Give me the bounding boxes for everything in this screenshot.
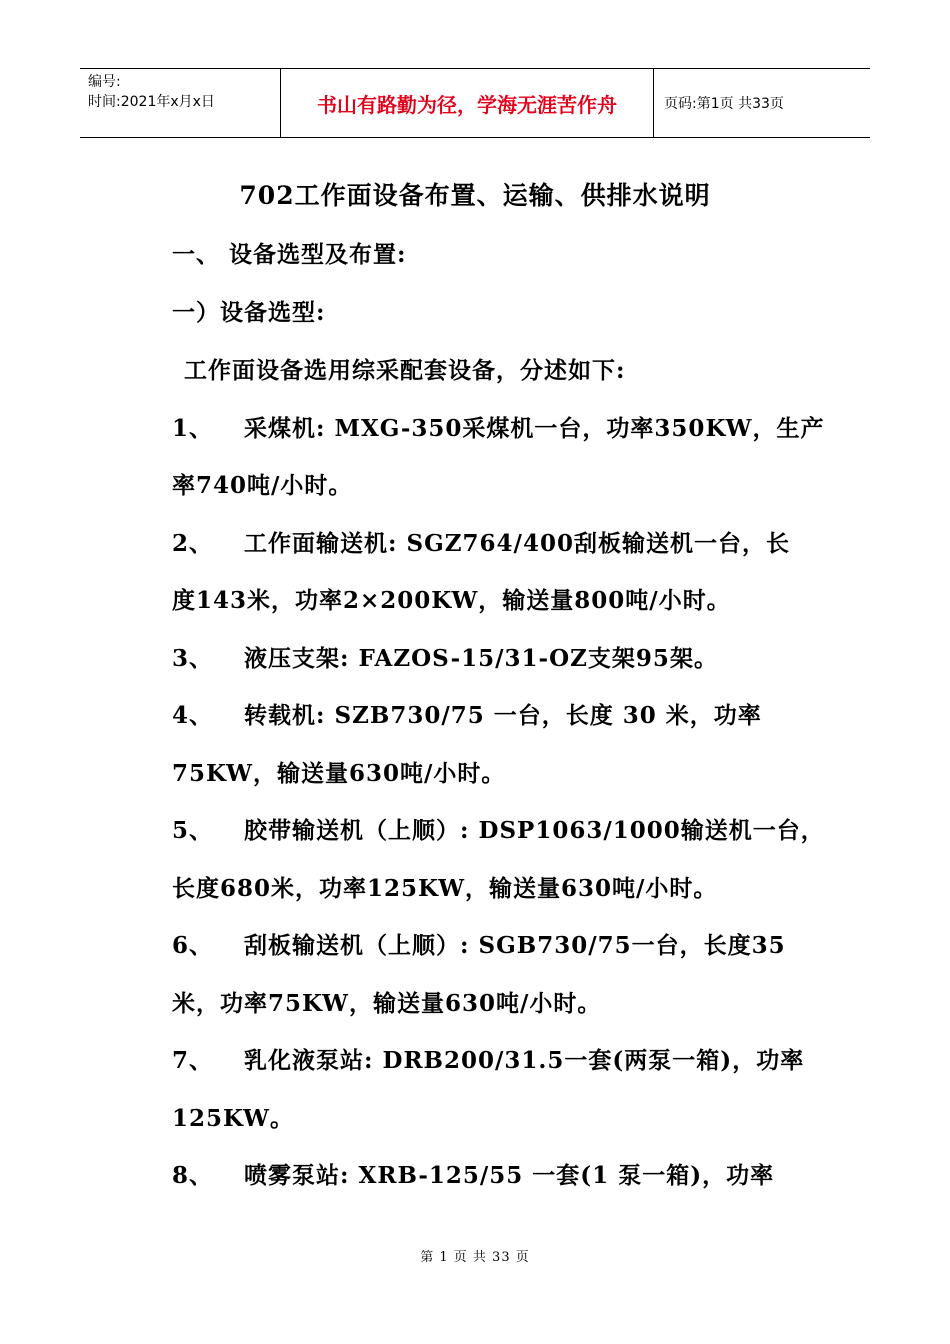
item-number: 1、	[172, 415, 214, 442]
subsection-heading: 一）设备选型:	[172, 299, 326, 326]
item-number: 7、	[172, 1047, 214, 1074]
item-number: 8、	[172, 1162, 214, 1189]
list-item	[172, 927, 786, 960]
item-text: 采煤机: MXG-350采煤机一台，功率350KW，生产	[244, 415, 825, 442]
header-meta	[80, 69, 280, 137]
item-text: 刮板输送机（上顺）: SGB730/75一台，长度35	[244, 932, 786, 959]
item-number: 2、	[172, 530, 214, 557]
number-label: 编号:	[88, 74, 121, 90]
list-item	[172, 640, 718, 673]
item-text: 转载机: SZB730/75 一台，长度 30 米，功率	[244, 702, 762, 729]
item-text: 工作面输送机: SGZ764/400刮板输送机一台，长	[244, 530, 790, 557]
list-item	[172, 1042, 804, 1075]
item-number: 4、	[172, 702, 214, 729]
list-item	[172, 812, 825, 845]
item-continuation: 125KW。	[172, 1105, 295, 1132]
item-continuation: 长度680米，功率125KW，输送量630吨/小时。	[172, 875, 718, 902]
item-number: 3、	[172, 645, 214, 672]
item-continuation: 75KW，输送量630吨/小时。	[172, 760, 506, 787]
document-header	[80, 68, 870, 138]
page-footer: 第 1 页 共 33 页	[420, 1250, 530, 1265]
item-text: 液压支架: FAZOS-15/31-OZ支架95架。	[244, 645, 718, 672]
time-label: 时间:2021年x月x日	[88, 94, 215, 110]
item-continuation: 率740吨/小时。	[172, 472, 353, 499]
item-continuation: 度143米，功率2×200KW，输送量800吨/小时。	[172, 587, 731, 614]
section-heading: 一、 设备选型及布置:	[172, 241, 407, 268]
intro-paragraph: 工作面设备选用综采配套设备，分述如下:	[184, 357, 626, 384]
list-item	[172, 697, 762, 730]
item-number: 6、	[172, 932, 214, 959]
header-motto: 书山有路勤为径，学海无涯苦作舟	[280, 69, 654, 137]
header-page-label: 页码:第1页 共33页	[664, 96, 784, 112]
item-number: 5、	[172, 817, 214, 844]
item-text: 胶带输送机（上顺）: DSP1063/1000输送机一台，	[244, 817, 825, 844]
list-item	[172, 1157, 774, 1190]
document-title: 702工作面设备布置、运输、供排水说明	[239, 181, 711, 210]
list-item	[172, 410, 824, 443]
item-text: 乳化液泵站: DRB200/31.5一套(两泵一箱)，功率	[244, 1047, 805, 1074]
item-text: 喷雾泵站: XRB-125/55 一套(1 泵一箱)，功率	[244, 1162, 775, 1189]
list-item	[172, 525, 790, 558]
item-continuation: 米，功率75KW，输送量630吨/小时。	[172, 990, 602, 1017]
